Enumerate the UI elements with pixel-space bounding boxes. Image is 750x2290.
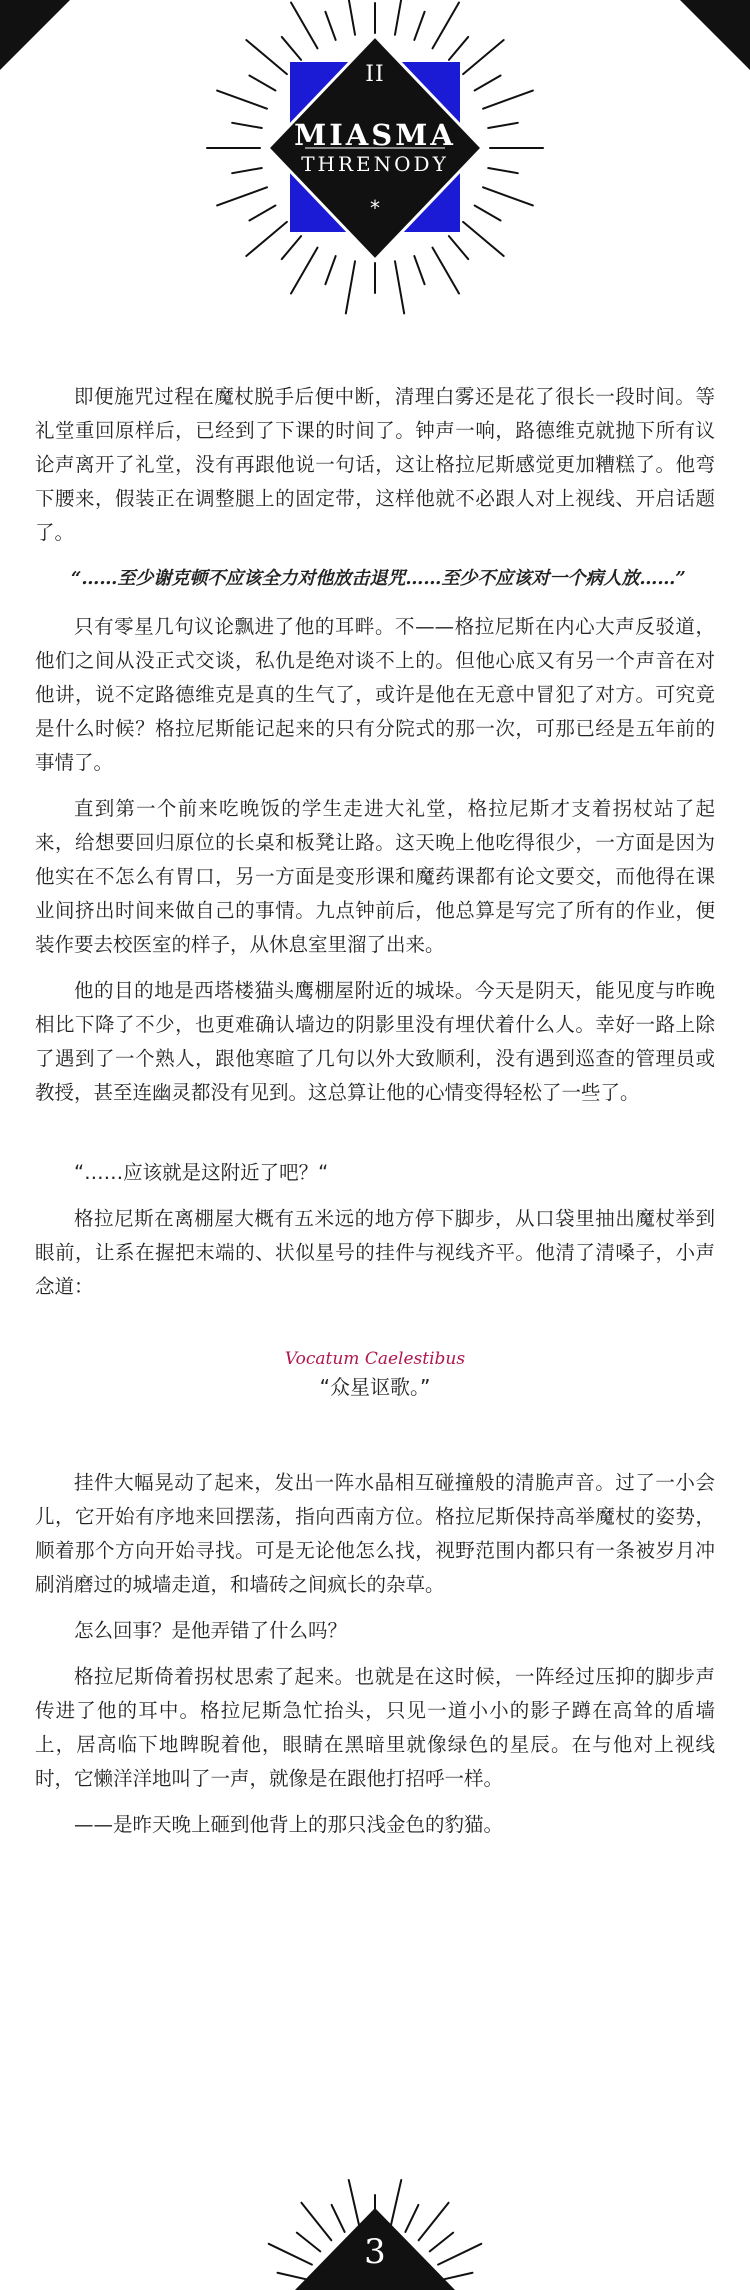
paragraph: ——是昨天晚上砸到他背上的那只浅金色的豹猫。 [74, 1813, 504, 1836]
corner-ornament-right [680, 0, 750, 70]
sunburst-ray [346, 0, 355, 35]
sunburst-ray [325, 12, 335, 40]
sunburst-ray [414, 12, 424, 40]
star-ornament-icon: * [370, 196, 380, 220]
sunburst-ray [433, 248, 460, 294]
sunburst-ray [433, 3, 460, 49]
paragraph: 即便施咒过程在魔杖脱手后便中断，清理白雾还是花了很长一段时间。等礼堂重回原样后，已经到了下课的时间了。钟声一响，路德维克就抛下所有议论声离开了礼堂，没有再跟他说一句话，这让格拉尼斯感觉更加糟糕了。他弯下腰来，假装正在调整腿上的固定带，这样他就不必跟人对上视线、开启话题了。 [35, 385, 715, 544]
paragraph: 格拉尼斯在离棚屋大概有五米远的地方停下脚步，从口袋里抽出魔杖举到眼前，让系在握把末端的、状似星号的挂件与视线齐平。他清了清嗓子，小声念道： [35, 1207, 715, 1298]
section-gap [35, 1402, 715, 1466]
sunburst-ray [449, 37, 468, 60]
section-gap [35, 1122, 715, 1156]
paragraph: 挂件大幅晃动了起来，发出一阵水晶相互碰撞般的清脆声音。过了一小会儿，它开始有序地来回摆荡，指向西南方位。格拉尼斯保持高举魔杖的姿势，顺着那个方向开始寻找。可是无论他怎么找，视野范围内都只有一条被岁月冲刷消磨过的城墙走道，和墙砖之间疯长的杂草。 [35, 1471, 715, 1596]
sunburst-ray [391, 2180, 402, 2227]
sunburst-ray [332, 2205, 345, 2232]
sunburst-ray [217, 91, 267, 109]
emblem-title-line1: MIASMA [294, 118, 456, 152]
sunburst-ray [346, 261, 355, 313]
page-number: 3 [364, 2232, 386, 2272]
spell-incantation: Vocatum Caelestibus [284, 1349, 466, 1369]
spell-block [35, 1346, 715, 1402]
paragraph: 直到第一个前来吃晚饭的学生走进大礼堂，格拉尼斯才支着拐杖站了起来，给想要回归原位的长桌和板凳让路。这天晚上他吃得很少，一方面是因为他实在不怎么有胃口，另一方面是变形课和魔药课都有论文要交，而他得在课业间挤出时间来做自己的事情。九点钟前后，他总算是写完了所有的作业，便装作要去校医室的样子，从休息室里溜了出来。 [35, 797, 715, 956]
paragraph: 只有零星几句议论飘进了他的耳畔。不——格拉尼斯在内心大声反驳道，他们之间从没正式交谈，私仇是绝对谈不上的。但他心底又有另一个声音在对他讲，说不定路德维克是真的生气了，或许是他在无意中冒犯了对方。可究竟是什么时候？格拉尼斯能记起来的只有分院式的那一次，可那已经是五年前的事情了。 [35, 615, 715, 774]
sunburst-ray [291, 3, 318, 49]
sunburst-ray [414, 256, 424, 284]
quoted-whisper: “……至少谢克顿不应该全力对他放击退咒……至少不应该对一个病人放……” [71, 568, 686, 589]
paragraph: 怎么回事？是他弄错了什么吗？ [74, 1619, 348, 1642]
sunburst-ray [463, 222, 504, 256]
sunburst-ray [449, 236, 468, 259]
sunburst-ray [291, 248, 318, 294]
paragraph: 他的目的地是西塔楼猫头鹰棚屋附近的城垛。今天是阴天，能见度与昨晚相比下降了不少，也更难确认墙边的阴影里没有埋伏着什么人。幸好一路上除了遇到了一个熟人，跟他寒暄了几句以外大致顺利，没有遇到巡查的管理员或教授，甚至连幽灵都没有见到。这总算让他的心情变得轻松了一些了。 [35, 979, 715, 1104]
spell-translation: “众星讴歌。” [319, 1375, 431, 1399]
sunburst-ray [325, 256, 335, 284]
paragraph: “……应该就是这附近了吧？“ [74, 1161, 329, 1184]
sunburst-ray [483, 91, 533, 109]
chapter-body [35, 380, 715, 1854]
chapter-numeral: II [365, 62, 385, 87]
sunburst-ray [349, 2180, 360, 2227]
page-number-emblem [255, 2170, 495, 2290]
sunburst-ray [395, 0, 404, 35]
corner-ornament-left [0, 0, 70, 70]
sunburst-ray [282, 37, 301, 60]
chapter-emblem [195, 0, 555, 330]
sunburst-icon [255, 2170, 495, 2290]
sunburst-ray [395, 261, 404, 313]
paragraph: 格拉尼斯倚着拐杖思索了起来。也就是在这时候，一阵经过压抑的脚步声传进了他的耳中。格拉尼斯急忙抬头，只见一道小小的影子蹲在高耸的盾墙上，居高临下地睥睨着他，眼睛在黑暗里就像绿色的星辰。在与他对上视线时，它懒洋洋地叫了一声，就像是在跟他打招呼一样。 [35, 1665, 715, 1790]
sunburst-ray [282, 236, 301, 259]
sunburst-ray [405, 2205, 418, 2232]
sunburst-ray [278, 2273, 307, 2280]
emblem-title-line2: THRENODY [301, 152, 449, 176]
sunburst-ray [246, 222, 287, 256]
sunburst-ray [443, 2273, 472, 2280]
